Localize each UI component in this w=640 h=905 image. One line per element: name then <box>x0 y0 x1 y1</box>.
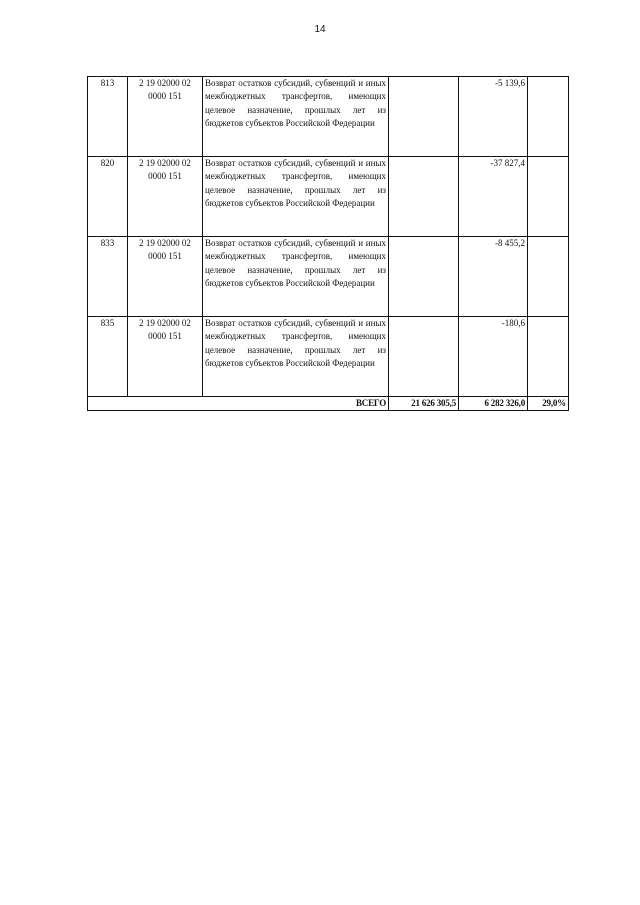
percent-cell <box>528 157 569 237</box>
admin-code-cell: 813 <box>88 77 128 157</box>
percent-cell <box>528 77 569 157</box>
revenue-name-cell: Возврат остатков субсидий, субвенций и иных межбюджетных трансфертов, имеющих целевое назначение, прошлых лет из бюджетов субъектов Российской Федерации <box>203 77 389 157</box>
revenue-name-cell: Возврат остатков субсидий, субвенций и иных межбюджетных трансфертов, имеющих целевое назначение, прошлых лет из бюджетов субъектов Российской Федерации <box>203 237 389 317</box>
percent-cell <box>528 317 569 397</box>
admin-code-cell: 833 <box>88 237 128 317</box>
budget-code-cell: 2 19 02000 02 0000 151 <box>128 157 203 237</box>
table-row <box>88 317 569 397</box>
revenue-name-cell: Возврат остатков субсидий, субвенций и иных межбюджетных трансфертов, имеющих целевое назначение, прошлых лет из бюджетов субъектов Российской Федерации <box>203 317 389 397</box>
revenue-name-cell: Возврат остатков субсидий, субвенций и иных межбюджетных трансфертов, имеющих целевое назначение, прошлых лет из бюджетов субъектов Российской Федерации <box>203 157 389 237</box>
budget-table <box>87 76 569 411</box>
fact-amount-cell: -5 139,6 <box>459 77 528 157</box>
table-row <box>88 157 569 237</box>
table-row <box>88 77 569 157</box>
admin-code-cell: 835 <box>88 317 128 397</box>
total-percent-cell: 29,0% <box>528 397 569 411</box>
plan-amount-cell <box>389 317 459 397</box>
admin-code-cell: 820 <box>88 157 128 237</box>
budget-code-cell: 2 19 02000 02 0000 151 <box>128 77 203 157</box>
plan-amount-cell <box>389 237 459 317</box>
page-number: 14 <box>314 24 326 35</box>
fact-amount-cell: -37 827,4 <box>459 157 528 237</box>
total-plan-cell: 21 626 305,5 <box>389 397 459 411</box>
plan-amount-cell <box>389 77 459 157</box>
percent-cell <box>528 237 569 317</box>
table-row <box>88 237 569 317</box>
total-label: ВСЕГО <box>88 397 389 411</box>
budget-code-cell: 2 19 02000 02 0000 151 <box>128 237 203 317</box>
fact-amount-cell: -180,6 <box>459 317 528 397</box>
total-row <box>88 397 569 411</box>
plan-amount-cell <box>389 157 459 237</box>
fact-amount-cell: -8 455,2 <box>459 237 528 317</box>
budget-code-cell: 2 19 02000 02 0000 151 <box>128 317 203 397</box>
total-fact-cell: 6 282 326,0 <box>459 397 528 411</box>
